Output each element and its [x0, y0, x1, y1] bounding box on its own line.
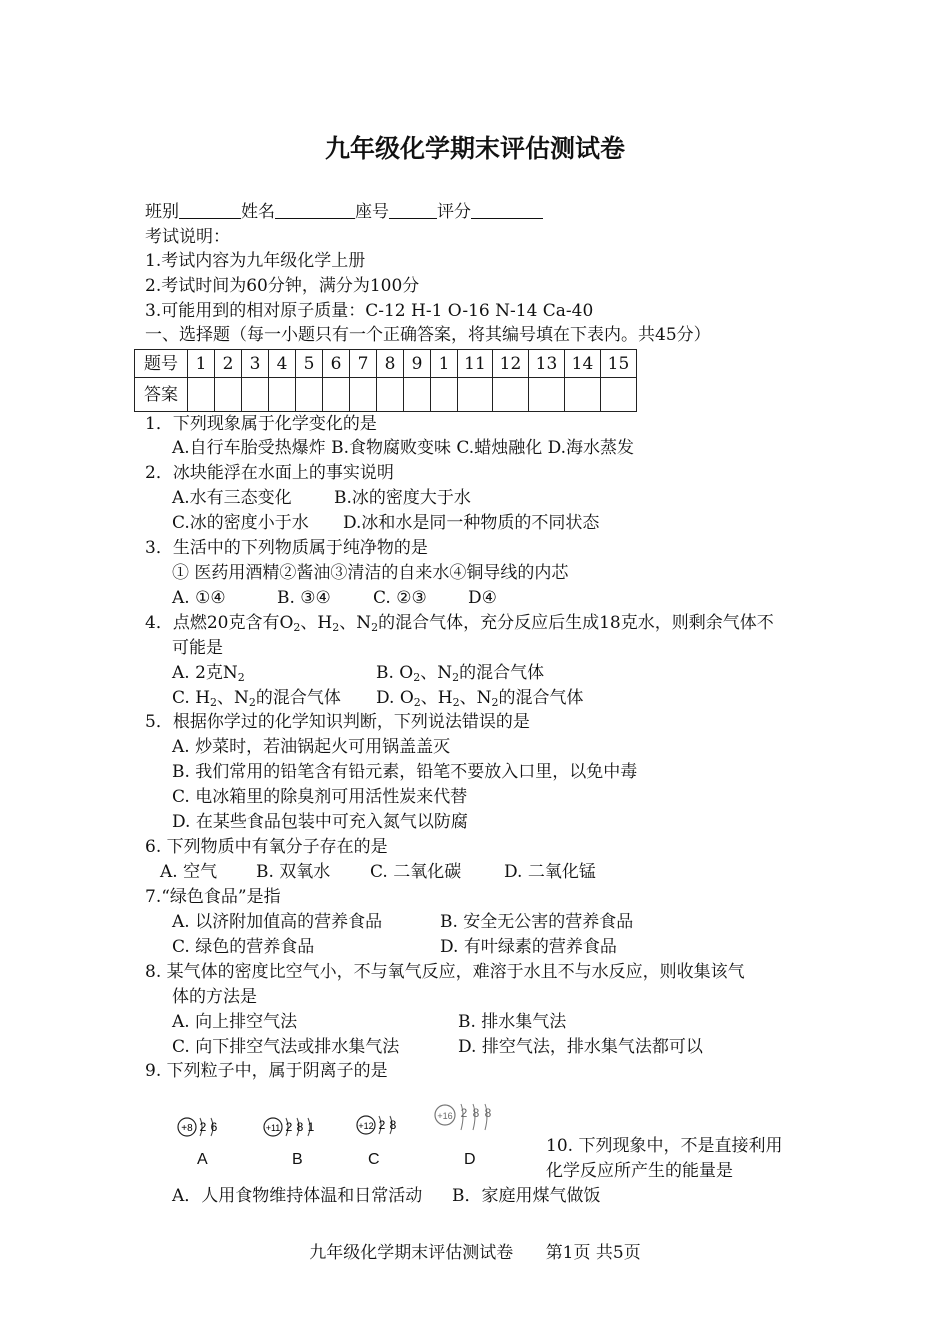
question-number-cell: 8 — [377, 350, 404, 378]
question-number-cell: 13 — [529, 350, 565, 378]
subscript: 2 — [371, 621, 379, 634]
shell-electrons: 8 — [484, 1106, 492, 1120]
subscript: 2 — [491, 696, 499, 709]
q2-option-d: D.冰和水是同一种物质的不同状态 — [343, 513, 600, 533]
option-text: 的混合气体 — [459, 663, 545, 683]
question-number-cell: 11 — [458, 350, 493, 378]
subscript: 2 — [413, 696, 421, 709]
q7-stem: 7.“绿色食品”是指 — [145, 887, 281, 907]
option-text: 、N — [420, 663, 453, 683]
page-number: 第1页 共5页 — [545, 1243, 641, 1263]
question-number-row — [135, 350, 637, 378]
q2-stem: 2．冰块能浮在水面上的事实说明 — [145, 463, 394, 483]
q5-stem: 5．根据你学过的化学知识判断，下列说法错误的是 — [145, 712, 530, 732]
shell-electrons: 8 — [296, 1120, 304, 1134]
atom-diagram-a — [176, 1112, 236, 1182]
page-title: 九年级化学期末评估测试卷 — [324, 134, 625, 163]
answer-cell[interactable] — [296, 378, 323, 412]
option-text: 的混合气体 — [255, 688, 341, 708]
q7-option-d: D. 有叶绿素的营养食品 — [440, 937, 617, 957]
atom-label-b: B — [292, 1151, 303, 1168]
answer-cell[interactable] — [188, 378, 215, 412]
q10-option-b: B．家庭用煤气做饭 — [452, 1186, 601, 1206]
q8-option-c: C. 向下排空气法或排水集气法 — [172, 1037, 400, 1057]
question-number-cell: 1 — [431, 350, 458, 378]
seat-label: 座号 — [355, 202, 389, 222]
subscript: 2 — [332, 621, 340, 634]
answer-table — [134, 349, 637, 412]
question-number-cell: 14 — [565, 350, 601, 378]
option-text: 的混合气体 — [498, 688, 584, 708]
option-text: 、H — [420, 688, 453, 708]
shell-electrons: 8 — [472, 1106, 480, 1120]
q4-option-a — [172, 662, 245, 689]
option-text: 、N — [459, 688, 492, 708]
score-label: 评分 — [437, 202, 471, 222]
option-text: B. O — [376, 663, 414, 683]
q6-stem: 6. 下列物质中有氧分子存在的是 — [145, 837, 388, 857]
question-number-cell: 2 — [215, 350, 242, 378]
answer-cell[interactable] — [350, 378, 377, 412]
q10-option-a: A．人用食物维持体温和日常活动 — [172, 1186, 423, 1206]
subscript: 2 — [452, 696, 460, 709]
option-text: 、N — [217, 688, 249, 708]
q4-stem-text: 的混合气体，充分反应后生成18克水，则剩余气体不 — [378, 613, 774, 633]
seat-blank[interactable] — [389, 200, 437, 219]
subscript: 2 — [452, 671, 460, 684]
instruction-line-2: 2.考试时间为60分钟，满分为100分 — [145, 276, 420, 296]
q8-stem: 8. 某气体的密度比空气小，不与氧气反应，难溶于水且不与水反应，则收集该气 — [145, 962, 745, 982]
nucleus-charge: +16 — [437, 1111, 453, 1121]
shell-electrons: 6 — [210, 1120, 218, 1134]
answer-cell[interactable] — [215, 378, 242, 412]
q7-option-b: B. 安全无公害的营养食品 — [440, 912, 634, 932]
question-number-cell: 12 — [493, 350, 529, 378]
q3-option-d: D④ — [468, 588, 497, 608]
atom-label-a: A — [197, 1151, 208, 1168]
answer-cell[interactable] — [404, 378, 431, 412]
subscript: 2 — [248, 696, 256, 709]
answer-cell[interactable] — [269, 378, 296, 412]
instructions-heading: 考试说明： — [145, 227, 230, 247]
q5-option-c: C. 电冰箱里的除臭剂可用活性炭来代替 — [172, 787, 468, 807]
q2-option-c: C.冰的密度小于水 — [172, 513, 309, 533]
q6-option-c: C. 二氧化碳 — [370, 862, 462, 882]
instruction-line-3: 3.可能用到的相对原子质量：C-12 H-1 O-16 N-14 Ca-40 — [145, 301, 594, 321]
q4-option-c — [172, 687, 341, 714]
answer-cell[interactable] — [242, 378, 269, 412]
q1-options: A.自行车胎受热爆炸 B.食物腐败变味 C.蜡烛融化 D.海水蒸发 — [172, 438, 635, 458]
answer-cell[interactable] — [565, 378, 601, 412]
answer-cell[interactable] — [431, 378, 458, 412]
student-info-line — [145, 200, 543, 223]
question-number-cell: 6 — [323, 350, 350, 378]
subscript: 2 — [237, 671, 245, 684]
q4-option-d — [376, 687, 583, 714]
q1-stem: 1．下列现象属于化学变化的是 — [145, 414, 377, 434]
answer-cell[interactable] — [529, 378, 565, 412]
q9-stem: 9. 下列粒子中，属于阴离子的是 — [145, 1061, 388, 1081]
q8-option-b: B. 排水集气法 — [458, 1012, 567, 1032]
shell-electrons: 2 — [378, 1118, 386, 1132]
q8-stem-line2: 体的方法是 — [172, 987, 257, 1007]
question-number-cell: 1 — [188, 350, 215, 378]
q8-option-a: A. 向上排空气法 — [172, 1012, 298, 1032]
q3-items: ① 医药用酒精②酱油③清洁的自来水④铜导线的内芯 — [172, 563, 569, 583]
nucleus-charge: +8 — [181, 1123, 193, 1134]
score-blank[interactable] — [471, 200, 543, 219]
q4-stem-text: 、H — [300, 613, 333, 633]
q4-stem-text: 、N — [339, 613, 372, 633]
atom-label-d: D — [464, 1151, 476, 1168]
option-text: A. 2克N — [172, 663, 238, 683]
answer-row — [135, 378, 637, 412]
class-label: 班别 — [145, 202, 179, 222]
q6-option-b: B. 双氧水 — [256, 862, 331, 882]
section-heading: 一、选择题（每一小题只有一个正确答案，将其编号填在下表内。共45分） — [145, 325, 711, 345]
question-number-cell: 7 — [350, 350, 377, 378]
q3-stem: 3．生活中的下列物质属于纯净物的是 — [145, 538, 428, 558]
q4-stem-line2: 可能是 — [172, 638, 223, 658]
subscript: 2 — [413, 671, 421, 684]
nucleus-charge: +12 — [358, 1121, 374, 1131]
name-blank[interactable] — [275, 200, 355, 219]
atom-diagram-b — [262, 1112, 332, 1182]
atom-structure-d — [433, 1100, 503, 1140]
q6-option-a: A. 空气 — [160, 862, 218, 882]
subscript: 2 — [210, 696, 218, 709]
q5-option-d: D. 在某些食品包装中可充入氮气以防腐 — [172, 812, 468, 832]
atom-structure-c — [355, 1110, 415, 1140]
footer-title: 九年级化学期末评估测试卷 — [309, 1243, 514, 1263]
atom-structure-a — [176, 1112, 236, 1142]
q8-option-d: D. 排空气法，排水集气法都可以 — [458, 1037, 703, 1057]
question-number-cell: 4 — [269, 350, 296, 378]
q2-option-a: A.水有三态变化 — [172, 488, 292, 508]
class-blank[interactable] — [179, 200, 241, 219]
q5-option-a: A. 炒菜时，若油锅起火可用锅盖盖灭 — [172, 737, 451, 757]
q4-stem — [145, 612, 774, 639]
q3-option-a: A. ①④ — [172, 588, 226, 608]
question-number-cell: 15 — [601, 350, 637, 378]
q10-stem-line2: 化学反应所产生的能量是 — [546, 1161, 733, 1181]
row-label: 题号 — [135, 350, 188, 378]
q7-option-a: A. 以济附加值高的营养食品 — [172, 912, 383, 932]
shell-electrons: 8 — [389, 1118, 397, 1132]
answer-cell[interactable] — [458, 378, 493, 412]
q6-option-d: D. 二氧化锰 — [504, 862, 596, 882]
answer-cell[interactable] — [323, 378, 350, 412]
q3-option-c: C. ②③ — [373, 588, 427, 608]
shell-electrons: 2 — [285, 1120, 293, 1134]
q3-option-b: B. ③④ — [277, 588, 331, 608]
row-label: 答案 — [135, 378, 188, 412]
shell-electrons: 1 — [307, 1120, 315, 1134]
shell-electrons: 2 — [199, 1120, 207, 1134]
name-label: 姓名 — [241, 202, 275, 222]
page-footer — [0, 1242, 950, 1264]
option-text: D. O — [376, 688, 414, 708]
q5-option-b: B. 我们常用的铅笔含有铅元素，铅笔不要放入口里，以免中毒 — [172, 762, 638, 782]
q4-stem-text: 4．点燃20克含有O — [145, 613, 294, 633]
question-number-cell: 9 — [404, 350, 431, 378]
option-text: C. H — [172, 688, 211, 708]
atom-structure-b — [262, 1112, 332, 1142]
answer-cell[interactable] — [493, 378, 529, 412]
atom-label-c: C — [368, 1151, 380, 1168]
question-number-cell: 3 — [242, 350, 269, 378]
q7-option-c: C. 绿色的营养食品 — [172, 937, 315, 957]
nucleus-charge: +11 — [265, 1123, 281, 1133]
instruction-line-1: 1.考试内容为九年级化学上册 — [145, 251, 366, 271]
answer-cell[interactable] — [601, 378, 637, 412]
q4-option-b — [376, 662, 544, 689]
atom-diagram-c — [355, 1110, 415, 1180]
q2-option-b: B.冰的密度大于水 — [334, 488, 471, 508]
shell-electrons: 2 — [460, 1106, 468, 1120]
q10-stem: 10. 下列现象中，不是直接利用 — [546, 1136, 783, 1156]
answer-cell[interactable] — [377, 378, 404, 412]
subscript: 2 — [293, 621, 301, 634]
question-number-cell: 5 — [296, 350, 323, 378]
